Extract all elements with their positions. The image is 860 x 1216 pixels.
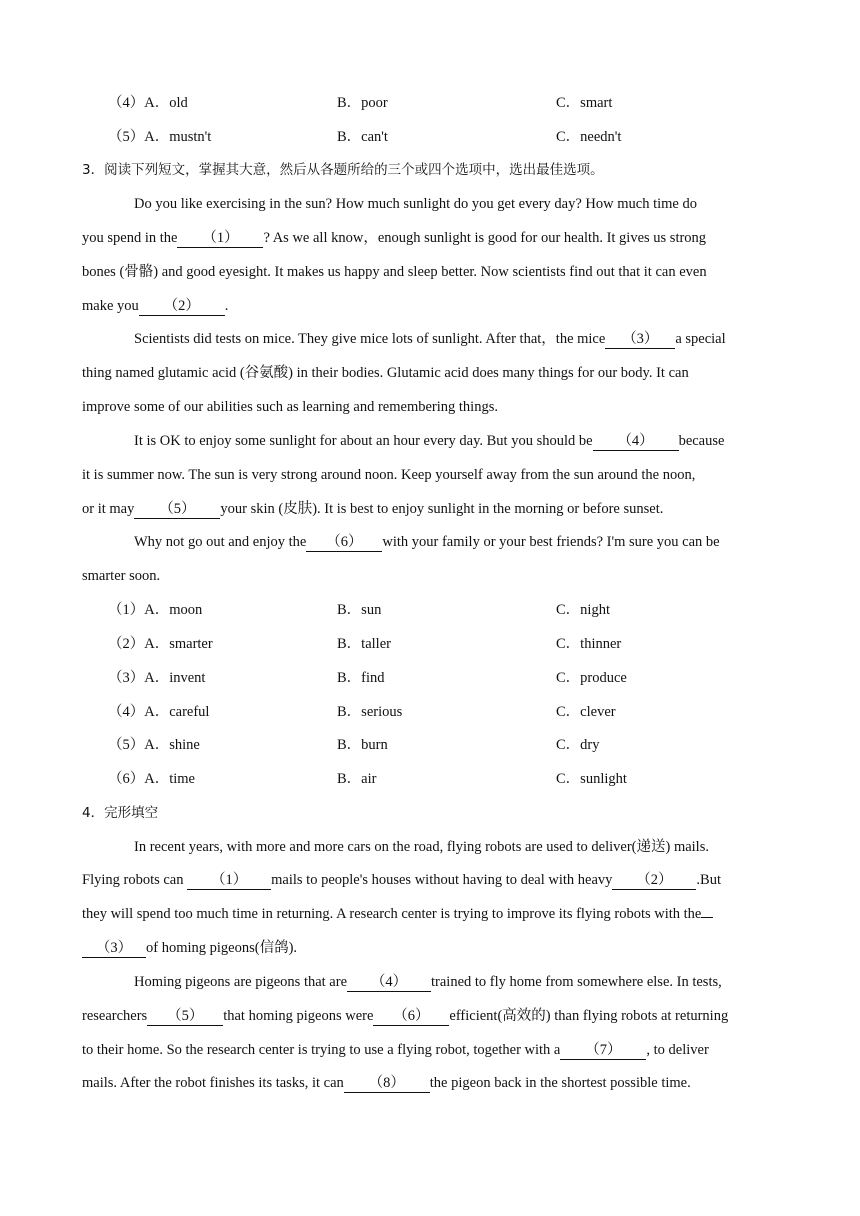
blank-2: （2） <box>139 298 225 316</box>
q3-p1-line2 <box>82 228 782 248</box>
q3-option-row-6 <box>108 769 748 789</box>
q3-heading: 3．阅读下列短文，掌握其大意，然后从各题所给的三个或四个选项中，选出最佳选项。 <box>82 162 604 178</box>
blank-4: （4） <box>593 433 679 451</box>
option-number: （4） <box>108 704 145 720</box>
option-a: A．invent <box>144 670 206 686</box>
blank-3: （3） <box>82 940 146 958</box>
q3-p1-line3: bones (骨骼) and good eyesight. It makes us happy and sleep better. Now scientists find out that it can even <box>82 264 707 280</box>
q3-p4-line2: smarter soon. <box>82 568 161 584</box>
q4-p1-line4 <box>82 938 782 958</box>
option-b: B．air <box>337 771 377 787</box>
text: It is OK to enjoy some sunlight for about an hour every day. But you should be <box>134 433 593 449</box>
blank-2: （2） <box>612 872 696 890</box>
blank-3: （3） <box>605 331 675 349</box>
option-b: B．serious <box>337 704 403 720</box>
blank-6: （6） <box>306 534 382 552</box>
option-a: A．smarter <box>144 636 213 652</box>
option-c: C．smart <box>556 95 613 111</box>
text: researchers <box>82 1008 148 1024</box>
option-number: （2） <box>108 636 145 652</box>
blank-7: （7） <box>560 1042 646 1060</box>
text: or it may <box>82 501 135 517</box>
q2-option-row-4 <box>108 93 748 113</box>
blank-4: （4） <box>347 974 431 992</box>
text: Scientists did tests on mice. They give mice lots of sunlight. After that，the mice <box>134 331 606 347</box>
option-b: B．burn <box>337 737 388 753</box>
option-number: （5） <box>108 129 145 145</box>
blank-5: （5） <box>134 501 220 519</box>
text: make you <box>82 298 139 314</box>
blank-6: （6） <box>373 1008 449 1026</box>
option-c: C．night <box>556 602 610 618</box>
option-b: B．poor <box>337 95 388 111</box>
text: the pigeon back in the shortest possible time. <box>429 1075 691 1091</box>
text: mails. After the robot finishes its tasks, it can <box>82 1075 344 1091</box>
text: to their home. So the research center is trying to use a flying robot, together with a <box>82 1042 561 1058</box>
option-a: A．shine <box>144 737 200 753</box>
q3-option-row-4 <box>108 702 748 722</box>
option-b: B．taller <box>337 636 391 652</box>
option-number: （6） <box>108 771 145 787</box>
q3-option-row-3 <box>108 668 748 688</box>
q3-option-row-1 <box>108 600 748 620</box>
text: you spend in the <box>82 230 178 246</box>
option-a: A．old <box>144 95 188 111</box>
q3-p1-line4 <box>82 296 782 316</box>
option-a: A．time <box>144 771 195 787</box>
blank-3-start <box>701 917 713 918</box>
q4-p2-line1 <box>134 972 784 992</box>
q3-p3-line1 <box>134 431 784 451</box>
q3-p2-line2: thing named glutamic acid (谷氨酸) in their bodies. Glutamic acid does many things for our body. It can <box>82 365 689 381</box>
q3-p2-line3: improve some of our abilities such as learning and remembering things. <box>82 399 498 415</box>
text: that homing pigeons were <box>223 1008 374 1024</box>
q4-p2-line3 <box>82 1040 782 1060</box>
q2-option-row-5 <box>108 127 748 147</box>
q3-p1-line1: Do you like exercising in the sun? How much sunlight do you get every day? How much time do <box>134 196 697 212</box>
text: mails to people's houses without having to deal with heavy <box>271 872 613 888</box>
q3-p4-line1 <box>134 532 784 552</box>
text: Homing pigeons are pigeons that are <box>134 974 348 990</box>
option-a: A．moon <box>144 602 203 618</box>
option-a: A．mustn't <box>144 129 212 145</box>
q3-p3-line2: it is summer now. The sun is very strong around noon. Keep yourself away from the sun around the noon, <box>82 467 696 483</box>
option-number: （3） <box>108 670 145 686</box>
text: they will spend too much time in returning. A research center is trying to improve its flying robots with the <box>82 906 702 922</box>
option-number: （4） <box>108 95 145 111</box>
text: with your family or your best friends? I'm sure you can be <box>382 534 720 550</box>
option-b: B．can't <box>337 129 388 145</box>
q4-p1-line1: In recent years, with more and more cars on the road, flying robots are used to deliver(递送) mails. <box>134 839 709 855</box>
q4-p2-line4 <box>82 1073 782 1093</box>
text: trained to fly home from somewhere else. In tests, <box>431 974 722 990</box>
q3-p3-line3 <box>82 499 782 519</box>
text: your skin (皮肤). It is best to enjoy sunlight in the morning or before sunset. <box>220 501 664 517</box>
option-c: C．produce <box>556 670 627 686</box>
text: . <box>224 298 229 314</box>
text: efficient(高效的) than flying robots at returning <box>449 1008 729 1024</box>
q4-p1-line2 <box>82 870 782 890</box>
blank-8: （8） <box>344 1075 430 1093</box>
option-c: C．thinner <box>556 636 622 652</box>
q4-p2-line2 <box>82 1006 782 1026</box>
option-b: B．find <box>337 670 385 686</box>
text: Flying robots can <box>82 872 188 888</box>
option-number: （1） <box>108 602 145 618</box>
q3-option-row-5 <box>108 735 748 755</box>
text: of homing pigeons(信鸽). <box>146 940 298 956</box>
q4-p1-line3 <box>82 904 782 924</box>
option-number: （5） <box>108 737 145 753</box>
blank-1: （1） <box>177 230 263 248</box>
blank-5: （5） <box>147 1008 223 1026</box>
q3-p2-line1 <box>134 329 784 349</box>
option-c: C．dry <box>556 737 600 753</box>
text: because <box>678 433 725 449</box>
q3-option-row-2 <box>108 634 748 654</box>
text: ? As we all know，enough sunlight is good for our health. It gives us strong <box>263 230 707 246</box>
text: .But <box>696 872 721 888</box>
text: Why not go out and enjoy the <box>134 534 307 550</box>
option-a: A．careful <box>144 704 210 720</box>
blank-1: （1） <box>187 872 271 890</box>
text: , to deliver <box>646 1042 709 1058</box>
q4-heading: 4．完形填空 <box>82 805 159 821</box>
option-b: B．sun <box>337 602 382 618</box>
text: a special <box>675 331 726 347</box>
option-c: C．sunlight <box>556 771 627 787</box>
option-c: C．needn't <box>556 129 622 145</box>
option-c: C．clever <box>556 704 616 720</box>
